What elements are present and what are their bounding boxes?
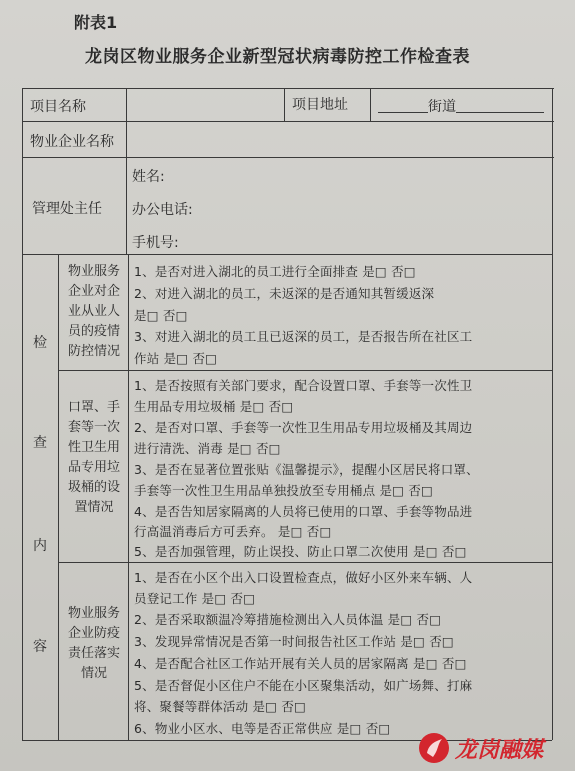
annex-label: 附表1	[74, 13, 118, 32]
office-phone-label: 办公电话:	[132, 202, 193, 218]
media-watermark-logo	[417, 731, 567, 765]
list-item: 行高温消毒后方可丢弃。 是□ 否□	[134, 524, 332, 539]
name-label: 姓名:	[132, 169, 165, 185]
check-char-1: 检	[33, 335, 47, 351]
flame-logo-icon	[417, 731, 451, 765]
check-char-3: 内	[33, 538, 47, 554]
list-item: 5、是否督促小区住户不能在小区聚集活动，如广场舞、打麻	[134, 678, 473, 693]
list-item: 4、是否告知居家隔离的人员将已使用的口罩、手套等物品进	[134, 504, 473, 519]
watermark-text: 龙岗融媒	[455, 738, 544, 763]
street-label: 街道	[428, 99, 456, 115]
list-item: 4、是否配合社区工作站开展有关人员的居家隔离 是□ 否□	[134, 656, 467, 671]
list-item: 员登记工作 是□ 否□	[134, 591, 256, 606]
list-item: 2、是否对口罩、手套等一次性卫生用品专用垃圾桶及其周边	[134, 420, 473, 435]
list-item: 进行清洗、消毒 是□ 否□	[134, 441, 281, 456]
list-item: 是□ 否□	[134, 308, 188, 323]
list-item: 1、是否在小区个出入口设置检查点，做好小区外来车辆、人	[134, 570, 473, 585]
list-item: 手套等一次性卫生用品单独投放至专用桶点 是□ 否□	[134, 483, 434, 498]
list-item: 3、是否在显著位置张贴《温馨提示》，提醒小区居民将口罩、	[134, 462, 479, 477]
list-item: 3、发现异常情况是否第一时间报告社区工作站 是□ 否□	[134, 634, 454, 649]
project-address-label: 项目地址	[292, 97, 348, 113]
list-item: 1、是否按照有关部门要求，配合设置口罩、手套等一次性卫	[134, 378, 473, 393]
list-item: 生用品专用垃圾桶 是□ 否□	[134, 399, 294, 414]
list-item: 作站 是□ 否□	[134, 351, 218, 366]
check-char-2: 查	[33, 435, 47, 451]
list-item: 3、对进入湖北的员工且已返深的员工，是否报告所在社区工	[134, 329, 473, 344]
check-char-4: 容	[33, 639, 47, 655]
manager-label: 管理处主任	[32, 201, 102, 217]
group-label-staff: 物业服务企业对企业从业人员的疫情防控情况	[67, 264, 120, 359]
group-label-duty: 物业服务企业防疫责任落实情况	[67, 606, 120, 681]
list-item: 6、物业小区水、电等是否正常供应 是□ 否□	[134, 721, 391, 736]
list-item: 5、是否加强管理，防止误投、防止口罩二次使用 是□ 否□	[134, 544, 467, 559]
list-item: 2、对进入湖北的员工，未返深的是否通知其暂缓返深	[134, 286, 435, 301]
document-title: 龙岗区物业服务企业新型冠状病毒防控工作检查表	[85, 47, 470, 67]
group-label-bins: 口罩、手套等一次性卫生用品专用垃圾桶的设置情况	[67, 400, 120, 515]
list-item: 2、是否采取额温冷筹措施检测出入人员体温 是□ 否□	[134, 612, 442, 627]
company-name-label: 物业企业名称	[30, 134, 114, 150]
project-name-label: 项目名称	[30, 99, 86, 115]
list-item: 1、是否对进入湖北的员工进行全面排查 是□ 否□	[134, 264, 416, 279]
mobile-label: 手机号:	[132, 235, 179, 251]
list-item: 将、聚餐等群体活动 是□ 否□	[134, 699, 307, 714]
